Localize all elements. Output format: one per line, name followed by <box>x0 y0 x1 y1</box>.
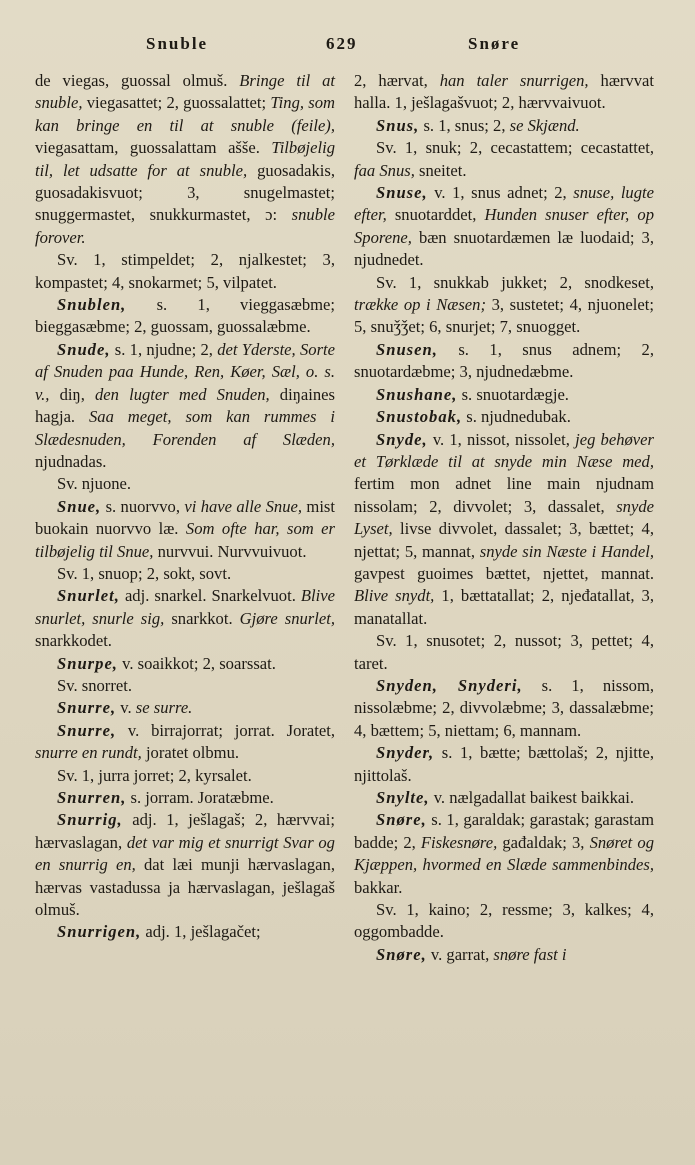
dictionary-entry <box>354 787 654 809</box>
headword: Snue, <box>57 496 102 516</box>
entry-text: Sv. 1, snukkab jukket; 2, snodkeset, <box>376 272 654 292</box>
dictionary-entry <box>354 675 654 742</box>
entry-text: snarkkot. <box>164 608 240 628</box>
header-right-word: Snøre <box>468 34 521 53</box>
entry-text: s. 1, vieggasæbme; bieggasæbme; 2, guossam, guossalæbme. <box>35 295 335 337</box>
entry-text: v. soaikkot; 2, soarssat. <box>117 653 276 673</box>
dictionary-entry <box>35 339 335 473</box>
entry-text: snuotarddet, <box>386 205 485 225</box>
entry-text: snarkkodet. <box>35 631 112 651</box>
entry-text: Sv. 1, snuk; 2, cecastattem; cecastattet, <box>376 138 654 158</box>
entry-text: s. njudnedubak. <box>462 407 571 427</box>
entry-text: 1, bættatallat; 2, njeđatallat, 3, manatallat. <box>354 586 654 628</box>
entry-text: nurvvui. Nurvvuivuot. <box>153 541 307 561</box>
italic-phrase: det Yderste, Sorte af Snuden paa Hunde, Ren, Køer, Sæl, o. s. v., <box>35 339 336 404</box>
headword: Snus, <box>376 115 420 135</box>
italic-phrase: det var mig et snurrigt Svar og en snurrig en, <box>35 832 335 875</box>
page-number: 629 <box>326 34 358 53</box>
entry-text: Sv. 1, snusotet; 2, nussot; 3, pettet; 4, taret. <box>354 631 654 673</box>
italic-phrase: Hunden snuser efter, op Sporene, <box>354 205 654 247</box>
headword: Snurre, <box>57 720 117 740</box>
headword: Snuse, <box>376 183 428 203</box>
italic-phrase: Tilbøjelig til, let udsatte for at snuble, <box>35 138 335 180</box>
dictionary-entry <box>354 182 654 272</box>
entry-text: Sv. 1, snuop; 2, sokt, sovt. <box>57 563 232 583</box>
dictionary-entry <box>35 787 335 809</box>
entry-text: de viegas, guossal olmuš. <box>35 71 240 90</box>
running-header <box>0 34 695 58</box>
entry-text: bæn snuotardæmen læ luodaid; 3, njudnedet. <box>354 227 654 270</box>
headword: Snurlet, <box>57 586 120 606</box>
headword: Snyden, Snyderi, <box>376 675 523 695</box>
dictionary-entry <box>35 249 335 294</box>
dictionary-entry <box>35 653 335 675</box>
italic-phrase: snyde sin Næste i Handel, <box>479 541 654 561</box>
dictionary-entry <box>354 429 654 631</box>
italic-phrase: Blive snurlet, snurle sig, <box>35 586 335 628</box>
entry-text: Sv. njuone. <box>57 474 132 494</box>
entry-text: Sv. 1, jurra jorret; 2, kyrsalet. <box>57 765 252 785</box>
right-column <box>354 70 654 966</box>
entry-text: s. snuotardægje. <box>457 384 569 404</box>
entry-text: viegasattam, guossalattam ašše. <box>35 138 272 158</box>
entry-text: adj. 1, ješlagaš; 2, hærvvai; hærvaslagan, <box>35 810 335 852</box>
entry-text: dat læi munji hærvaslagan, hærvas vastadussa ja hærvaslagan, ješlagaš olmuš. <box>35 855 335 920</box>
headword: Snurren, <box>57 788 127 807</box>
italic-phrase: Blive snydt, <box>354 586 435 606</box>
entry-text: gađaldak; 3, <box>497 832 590 852</box>
entry-text: viegasattet; 2, guossalattet; <box>82 93 271 113</box>
dictionary-entry <box>35 585 335 652</box>
headword: Snustobak, <box>376 407 463 427</box>
entry-text: sneitet. <box>414 160 467 180</box>
italic-phrase: Snøret og Kjæppen, hvormed en Slæde sammenbindes, <box>354 832 654 875</box>
dictionary-entry <box>35 765 335 787</box>
italic-phrase: han taler snurrigen, <box>439 71 589 90</box>
entry-text: s. 1, bætte; bættolaš; 2, njitte, njittolaš. <box>354 743 654 785</box>
headword: Snurrigen, <box>57 922 142 942</box>
entry-text: v. garrat, <box>426 944 494 964</box>
entry-text: adj. 1, ješlagačet; <box>141 922 261 942</box>
entry-text: njudnadas. <box>35 451 107 471</box>
dictionary-entry <box>35 675 335 697</box>
entry-text: gavpest guoimes bættet, njettet, mannat. <box>354 563 654 583</box>
dictionary-entry <box>354 115 654 137</box>
entry-text: v. 1, nissot, nissolet, <box>427 429 576 449</box>
dictionary-entry <box>354 384 654 406</box>
header-left-word: Snuble <box>146 34 209 53</box>
headword: Snurpe, <box>57 653 118 673</box>
headword: Snublen, <box>57 295 127 315</box>
dictionary-entry <box>35 563 335 585</box>
headword: Snøre, <box>376 944 427 964</box>
entry-text: v. <box>116 698 136 718</box>
entry-text: 2, hærvat, <box>354 71 440 90</box>
entry-text: mist buokain nuorvvo læ. <box>35 496 335 539</box>
entry-text: s. 1, njudne; 2, <box>110 339 218 359</box>
dictionary-entry <box>354 944 654 966</box>
dictionary-entry <box>354 630 654 675</box>
dictionary-entry <box>35 697 335 719</box>
italic-phrase: Gjøre snurlet, <box>239 608 336 628</box>
italic-phrase: vi have alle Snue, <box>184 496 303 516</box>
italic-phrase: se Skjænd. <box>509 115 580 135</box>
left-column <box>35 70 335 944</box>
headword: Snurre, <box>57 698 117 718</box>
entry-text: v. nælgadallat baikest baikkai. <box>429 788 635 807</box>
entry-text: s. jorram. Joratæbme. <box>126 788 274 807</box>
dictionary-entry <box>35 809 335 921</box>
headword: Snøre, <box>376 810 427 830</box>
headword: Snylte, <box>376 788 430 807</box>
italic-phrase: snøre fast i <box>493 944 567 964</box>
dictionary-entry <box>35 294 335 339</box>
dictionary-entry <box>35 70 335 249</box>
entry-text: joratet olbmu. <box>141 743 240 763</box>
entry-text: v. birrajorrat; jorrat. Joratet, <box>116 720 335 740</box>
dictionary-entry <box>354 272 654 339</box>
dictionary-entry <box>354 809 654 899</box>
dictionary-entry <box>354 406 654 428</box>
italic-phrase: Ting, som kan bringe en til at snuble (feile), <box>35 93 335 135</box>
entry-text: hærvvat halla. 1, ješlagašvuot; 2, hærvvaivuot. <box>354 71 654 113</box>
italic-phrase: Bringe til at snuble, <box>35 71 335 113</box>
italic-phrase: Saa meget, som kan rummes i Slædesnuden, Forenden af Slæden, <box>35 407 335 449</box>
headword: Snushane, <box>376 384 458 404</box>
italic-phrase: se surre. <box>135 698 193 718</box>
dictionary-entry <box>354 742 654 787</box>
dictionary-entry <box>35 921 335 943</box>
dictionary-entry <box>354 70 654 115</box>
entry-text: s. 1, snus adnem; 2, snuotardæbme; 3, njudnedæbme. <box>354 339 654 382</box>
entry-text: s. nuorvvo, <box>101 496 185 516</box>
headword: Snyder, <box>376 743 435 763</box>
dictionary-entry <box>354 899 654 944</box>
dictionary-entry <box>35 496 335 563</box>
dictionary-entry <box>35 473 335 495</box>
entry-text: livse divvolet, dassalet; 3, bættet; 4, njettat; 5, mannat, <box>354 519 654 561</box>
entry-text: Sv. snorret. <box>57 675 132 695</box>
entry-text: v. 1, snus adnet; 2, <box>427 183 574 203</box>
entry-text: s. 1, nissom, nissolæbme; 2, divvolæbme; 3, dassalæbme; 4, bættem; 5, niettam; 6, mannam. <box>354 675 655 740</box>
italic-phrase: snuse, lugte efter, <box>354 183 654 225</box>
dictionary-entry <box>35 720 335 765</box>
entry-text: s. 1, snus; 2, <box>419 115 510 135</box>
entry-text: 3, sustetet; 4, njuonelet; 5, snuǯǯet; 6, snurjet; 7, snuogget. <box>354 295 654 337</box>
entry-text: adj. snarkel. Snarkelvuot. <box>119 586 301 606</box>
italic-phrase: Fiskesnøre, <box>420 832 498 852</box>
entry-text: fertim mon adnet line main njudnam nissolam; 2, divvolet; 3, dassalet, <box>354 474 654 516</box>
entry-text: Sv. 1, stimpeldet; 2, njalkestet; 3, kompastet; 4, snokarmet; 5, vilpatet. <box>35 250 335 292</box>
italic-phrase: Som ofte har, som er tilbøjelig til Snue, <box>35 519 335 561</box>
italic-phrase: trække op i Næsen; <box>354 295 486 315</box>
italic-phrase: snurre en rundt, <box>35 743 142 763</box>
dictionary-entry <box>354 339 654 384</box>
headword: Snyde, <box>376 429 428 449</box>
italic-phrase: den lugter med Snuden, <box>94 384 270 404</box>
entry-text: s. 1, garaldak; garastak; garastam badde; 2, <box>354 810 654 852</box>
entry-text: guosadakis, guosadakisvuot; 3, snugelmastet; snuggermastet, snukkurmastet, ɔ: <box>35 160 335 225</box>
headword: Snurrig, <box>57 810 123 830</box>
italic-phrase: jeg behøver et Tørklæde til at snyde min Næse med, <box>354 429 654 471</box>
italic-phrase: snyde Lyset, <box>354 496 654 539</box>
entry-text: bakkar. <box>354 877 403 897</box>
headword: Snude, <box>57 339 111 359</box>
italic-phrase: snuble forover. <box>35 205 335 247</box>
italic-phrase: faa Snus, <box>354 160 415 180</box>
entry-text: diŋaines hagja. <box>35 384 336 427</box>
headword: Snusen, <box>376 339 438 359</box>
dictionary-entry <box>354 137 654 182</box>
entry-text: Sv. 1, kaino; 2, ressme; 3, kalkes; 4, oggombadde. <box>354 900 654 942</box>
entry-text: diŋ, <box>49 384 95 404</box>
